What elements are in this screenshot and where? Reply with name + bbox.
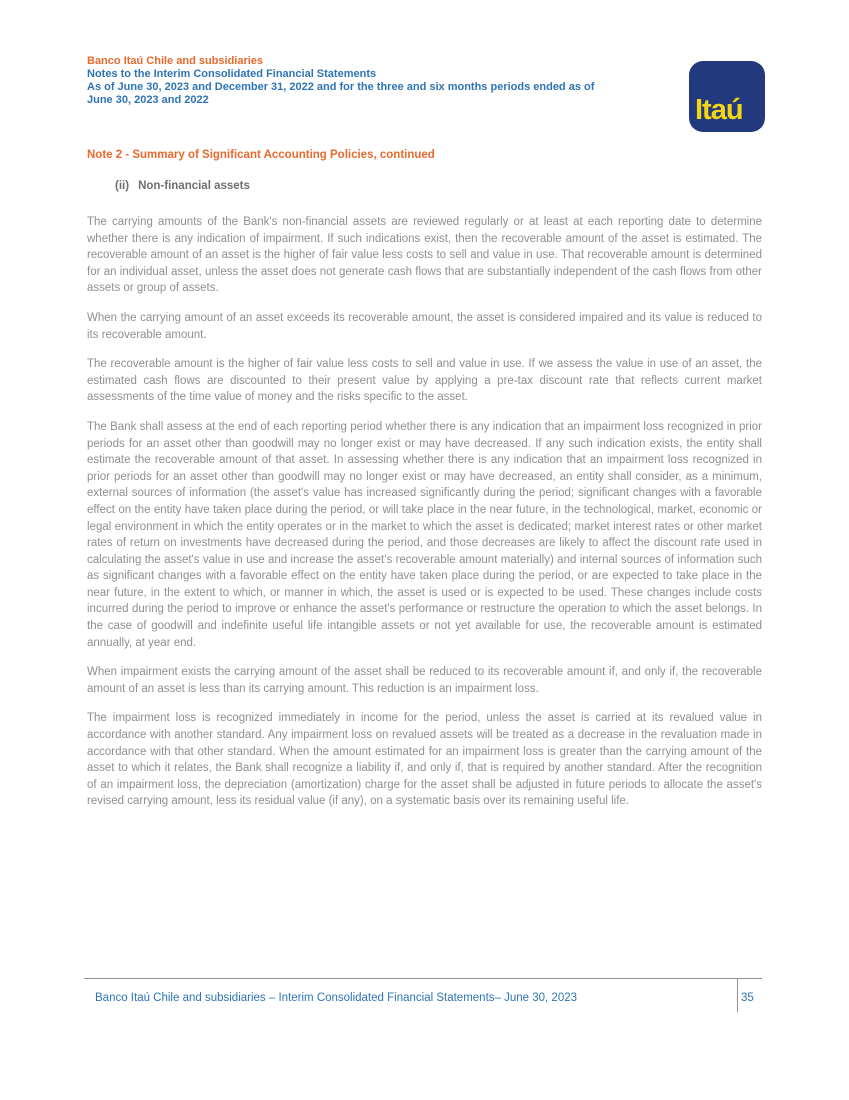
- itau-logo-text: Itaú: [695, 94, 743, 127]
- document-header: [87, 55, 765, 132]
- body-paragraph: The carrying amounts of the Bank's non-financial assets are reviewed regularly or at least at each reporting date to determine whether there is any indication of impairment. If such indications exist, then the recoverable amount of the asset is estimated. The recoverable amount of an asset is the higher of fair value less costs to sell and value in use. That recoverable amount is determined for an individual asset, unless the asset does not generate cash flows that are substantially independent of the cash flows from other assets or group of assets.: [87, 216, 762, 295]
- itau-logo: [689, 61, 765, 132]
- body-paragraph: When the carrying amount of an asset exceeds its recoverable amount, the asset is considered impaired and its value is reduced to its recoverable amount.: [87, 311, 762, 341]
- body-paragraph: The Bank shall assess at the end of each reporting period whether there is any indication that an impairment loss recognized in prior periods for an asset other than goodwill may no longer exist or may have decreased. If any such indication exists, the entity shall estimate the recoverable amount of that asset. In assessing whether there is any indication that an impairment loss recognized in prior periods for an asset other than goodwill may no longer exist or may have decreased, an entity shall consider, as a minimum, external sources of information (the asset's value has increased significantly during the period; significant changes with a favorable effect on the entity have taken place during the period, or will take place in the near future, in the technological, market, economic or legal environment in which the entity operates or in the market to which the asset is dedicated; market interest rates or other market rates of return on investments have decreased during the period, and those decreases are likely to affect the discount rate used in calculating the asset's value in use and increase the asset's recoverable amount materially) and internal sources of information such as significant changes with a favorable effect on the entity have taken place during the period, or are expected to take place in the near future, in the extent to which, or manner in which, the asset is used or is expected to be used. These changes include costs incurred during the period to improve or enhance the asset's performance or restructure the operation to which the asset belongs. In the case of goodwill and indefinite useful life intangible assets or not yet available for use, the recoverable amount is estimated annually, at year end.: [87, 420, 762, 649]
- footer-text: Banco Itaú Chile and subsidiaries – Interim Consolidated Financial Statements– June 30, 2023: [95, 992, 578, 1004]
- subsection-heading: [115, 180, 250, 192]
- body-paragraph: The impairment loss is recognized immediately in income for the period, unless the asset is carried at its revalued value in accordance with another standard. Any impairment loss on revalued assets will be treated as a decrease in the revaluation made in accordance with that other standard. When the amount estimated for an impairment loss is greater than the carrying amount of the asset to which it relates, the Bank shall recognize a liability if, and only if, that is required by another standard. After the recognition of an impairment loss, the depreciation (amortization) charge for the asset shall be adjusted in future periods to allocate the asset's revised carrying amount, less its residual value (if any), on a systematic basis over its remaining useful life.: [87, 712, 762, 808]
- subsection-marker: (ii): [115, 180, 130, 192]
- period-line-1: As of June 30, 2023 and December 31, 2022 and for the three and six months periods ended as of: [87, 81, 595, 93]
- body-paragraph: The recoverable amount is the higher of fair value less costs to sell and value in use. If we assess the value in use of an asset, the estimated cash flows are discounted to their present value by applying a pre-tax discount rate that reflects current market assessments of the time value of money and the risks specific to the asset.: [87, 358, 762, 404]
- period-line-2: June 30, 2023 and 2022: [87, 94, 209, 106]
- company-name: Banco Itaú Chile and subsidiaries: [87, 55, 264, 67]
- footer-page-number-divider: [737, 978, 738, 1012]
- page-number: 35: [741, 992, 754, 1004]
- body-paragraph: When impairment exists the carrying amount of the asset shall be reduced to its recoverable amount if, and only if, the recoverable amount of an asset is less than its carrying amount. This reduction is an impairment loss.: [87, 666, 762, 695]
- body-text: [87, 214, 762, 823]
- note-heading: Note 2 - Summary of Significant Accounting Policies, continued: [87, 149, 435, 161]
- document-title: Notes to the Interim Consolidated Financial Statements: [87, 68, 377, 80]
- header-text-block: [87, 55, 594, 107]
- footer-rule: [84, 978, 762, 979]
- subsection-title: Non-financial assets: [138, 180, 250, 192]
